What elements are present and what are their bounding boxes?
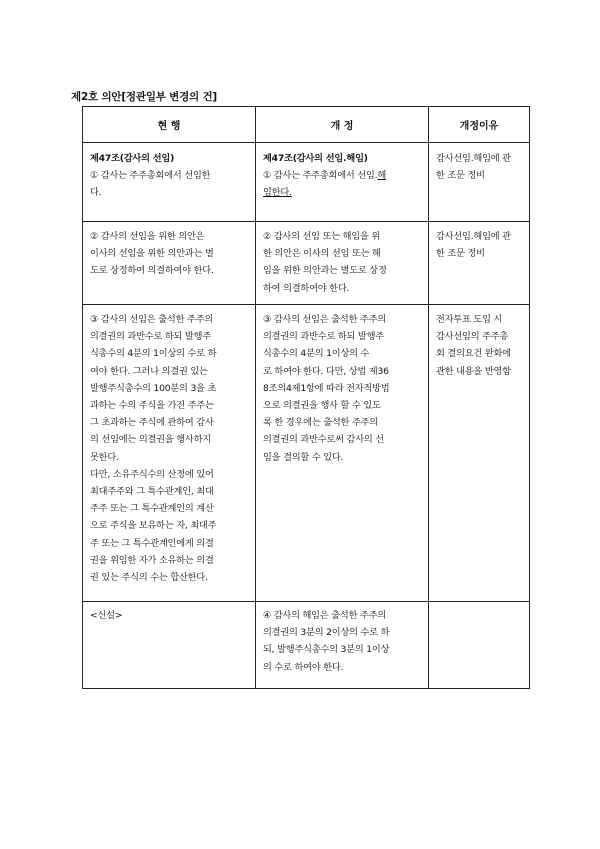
amended-cell (256, 305, 429, 602)
text-line: ② 감사의 선임 또는 해임을 위 (263, 231, 381, 242)
reason-cell (429, 222, 530, 305)
text-line: 의결권의 과반수로써 감사의 선 (263, 434, 384, 446)
text-line: 최대주주와 그 특수관계인, 최대 (90, 486, 214, 498)
text-line: 도로 상정하여 의결하여야 한다. (90, 265, 214, 277)
table-row (83, 305, 530, 602)
text-line: 하여 의결하여야 한다. (263, 282, 350, 294)
text-line: 한 조문 정비 (436, 248, 485, 260)
article-title-amended: 제47조(감사의 선임.해임) (263, 153, 368, 164)
text-line: 의 선임에는 의결권을 행사하지 (90, 434, 211, 446)
text-line: 권을 위임한 자가 소유하는 의결 (90, 554, 214, 566)
reason-cell (429, 143, 530, 222)
header-current: 현 행 (83, 107, 256, 143)
text-line: 감사선임의 주주총 (436, 331, 509, 343)
text-line: 식총수의 4분의 1이상의 수로 하 (90, 348, 217, 360)
text-line: 이사의 선임을 위한 의안과는 별 (90, 248, 214, 260)
current-cell (83, 222, 256, 305)
text-line: 임을 위한 의안과는 별도로 상정 (263, 265, 387, 277)
text-line: 여야 한다. 그러나 의결권 있는 (90, 365, 208, 377)
text-line: 의결권의 과반수로 하되 발행주 (90, 331, 211, 343)
text-line: 발행주식총수의 100분의 3을 초 (90, 382, 217, 394)
text-line: 되, 발행주식총수의 3분의 1이상 (263, 644, 390, 656)
text-line: 의 수로 하여야 한다. (263, 661, 344, 673)
text-line: 그 초과하는 주식에 관하여 감사 (90, 417, 214, 429)
current-cell (83, 602, 256, 689)
text-line: ③ 감사의 선임은 출석한 주주의 (90, 314, 214, 325)
text-line: ④ 감사의 해임은 출석한 주주의 (263, 610, 387, 621)
text-line: 8조의4제1항에 따라 전자적방법 (263, 382, 390, 394)
text-line: ③ 감사의 선임은 출석한 주주의 (263, 314, 387, 325)
text-line: 감사선임.해임에 관 (436, 231, 511, 242)
reason-cell (429, 602, 530, 689)
text-line (263, 167, 421, 184)
text-line: 의결권의 3분의 2이상의 수로 하 (263, 627, 390, 639)
text-line: 권 있는 주식의 수는 합산한다. (90, 572, 208, 584)
table-row (83, 222, 530, 305)
amendment-comparison-table (82, 106, 530, 689)
text-line: 임을 결의할 수 있다. (263, 451, 344, 463)
new-provision-marker: <신설> (90, 610, 123, 621)
text-line: 으로 주식을 보유하는 자, 최대주 (90, 520, 217, 532)
reason-cell (429, 305, 530, 602)
underlined-fragment: 해 (377, 170, 387, 182)
table-row (83, 602, 530, 689)
header-reason: 개정이유 (429, 107, 530, 143)
amended-cell (256, 222, 429, 305)
text-line: 주 또는 그 특수관계인에게 의결 (90, 537, 214, 549)
underlined-fragment: 임한다. (263, 187, 292, 199)
current-cell (83, 143, 256, 222)
text-line: 전자투표 도입 시 (436, 314, 503, 325)
text-line: 다만, 소유주식수의 산정에 있어 (90, 468, 214, 480)
header-amended: 개 정 (256, 107, 429, 143)
text-line: ② 감사의 선임을 위한 의안은 (90, 231, 205, 242)
table-header-row (83, 107, 530, 143)
text-line: 록 한 경우에는 출석한 주주의 (263, 417, 378, 429)
text-line: 회 결의요건 완화에 (436, 348, 511, 360)
text-line: 다. (90, 187, 102, 199)
text-fragment: ① 감사는 주주총회에서 선임. (263, 170, 378, 182)
text-line: 한 조문 정비 (436, 170, 485, 182)
current-cell (83, 305, 256, 602)
agenda-title: 제2호 의안[정관일부 변경의 건] (71, 91, 217, 103)
text-line: 감사선임.해임에 관 (436, 153, 511, 164)
text-line: ① 감사는 주주총회에서 선임한 (90, 170, 211, 182)
text-line: 주주 또는 그 특수관계인의 계산 (90, 503, 214, 515)
text-line: 한 의안은 이사의 선임 또는 해 (263, 248, 381, 260)
text-line: 과하는 수의 주식을 가진 주주는 (90, 400, 214, 412)
amended-cell (256, 602, 429, 689)
text-line: 으로 의결권을 행사 할 수 있도 (263, 400, 381, 412)
amended-cell (256, 143, 429, 222)
text-line: 관한 내용을 반영함 (436, 365, 511, 377)
text-line: 의결권의 과반수로 하되 발행주 (263, 331, 384, 343)
text-line: 로 하여야 한다. 다만, 상법 제36 (263, 365, 389, 377)
table-row (83, 143, 530, 222)
article-title-current: 제47조(감사의 선임) (90, 153, 175, 164)
text-line: 식총수의 4분의 1이상의 수 (263, 348, 370, 360)
text-line: 못한다. (90, 451, 119, 463)
